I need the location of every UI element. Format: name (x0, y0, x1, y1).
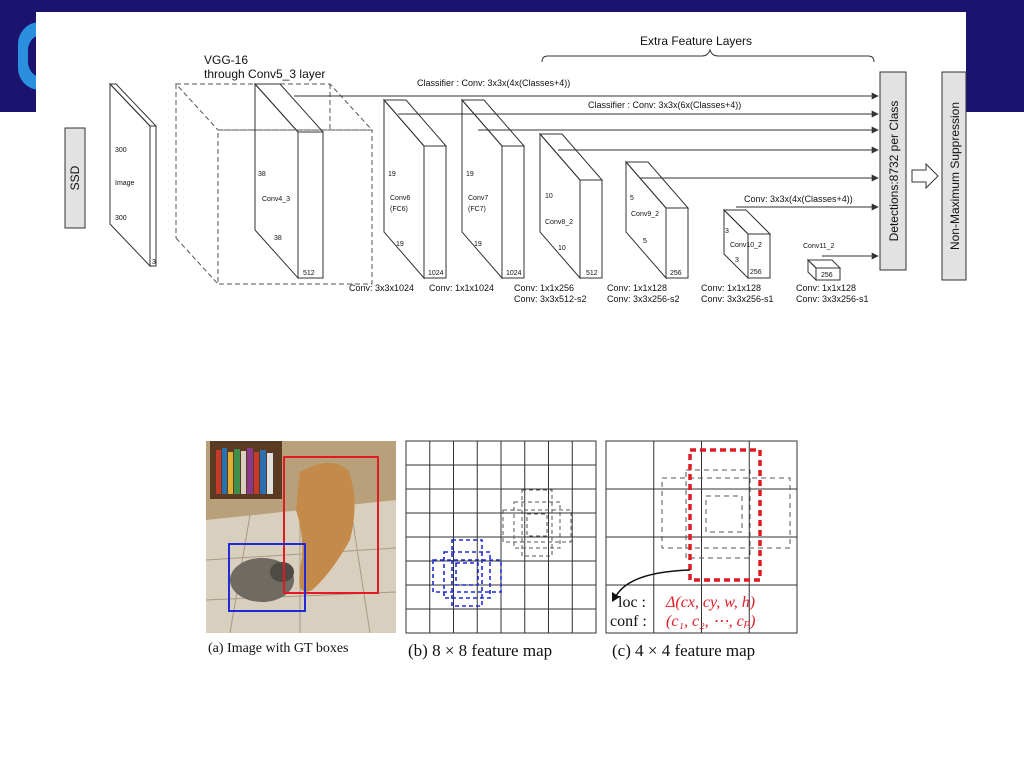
conv4-3-width: 38 (274, 235, 282, 242)
conv9-2-height: 5 (630, 195, 634, 202)
conv4-3-depth: 512 (303, 270, 315, 277)
loc-pointer-arrow-icon (616, 570, 690, 596)
classifier-label-2: Classifier : Conv: 3x3x(6x(Classes+4)) (588, 100, 742, 110)
conv8-2-depth: 512 (586, 270, 598, 277)
caption-conv6: Conv: 3x3x1024 (349, 283, 415, 293)
caption-conv8-line2: Conv: 3x3x512-s2 (514, 294, 587, 304)
conv7-depth: 1024 (506, 270, 522, 277)
conv9-2-width: 5 (643, 238, 647, 245)
detections-label: Detections:8732 per Class (887, 100, 901, 242)
vgg16-subtitle: through Conv5_3 layer (204, 67, 326, 81)
conf-label: conf : (610, 613, 647, 630)
conv11-2-label: Conv11_2 (803, 243, 835, 250)
gt-image-panel (206, 441, 396, 633)
image-height-label: 300 (115, 147, 127, 154)
nms-label: Non-Maximum Suppression (948, 101, 962, 251)
conv8-2-width: 10 (558, 245, 566, 252)
image-label: Image (115, 180, 135, 187)
caption-b: (b) 8 × 8 feature map (408, 641, 553, 660)
caption-conv11-line2: Conv: 3x3x256-s1 (796, 294, 869, 304)
conv10-2-depth: 256 (750, 269, 762, 276)
conv7-width: 19 (474, 241, 482, 248)
caption-conv7: Conv: 1x1x1024 (429, 283, 495, 293)
caption-conv11-line1: Conv: 1x1x128 (796, 283, 857, 293)
conv7-label: Conv7 (468, 195, 489, 202)
conv10-2-label: Conv10_2 (730, 242, 762, 249)
conv9-2-label: Conv9_2 (631, 211, 660, 218)
conv7-sublabel: (FC7) (468, 206, 486, 213)
caption-conv10-line2: Conv: 3x3x256-s1 (701, 294, 774, 304)
extra-feature-layers-label: Extra Feature Layers (640, 34, 753, 48)
conv6-label: Conv6 (390, 195, 411, 202)
caption-conv9-line2: Conv: 3x3x256-s2 (607, 294, 680, 304)
default-boxes-8x8-blue (433, 540, 501, 606)
loc-label: loc : (618, 594, 646, 611)
caption-c: (c) 4 × 4 feature map (612, 641, 756, 660)
default-boxes-8x8-gray (503, 490, 571, 556)
vgg16-title: VGG-16 (204, 53, 249, 67)
conv8-2-height: 10 (545, 193, 553, 200)
conv4-3-height: 38 (258, 171, 266, 178)
conv8-2-label: Conv8_2 (545, 219, 574, 226)
caption-a: (a) Image with GT boxes (208, 641, 349, 656)
caption-conv9-line1: Conv: 1x1x128 (607, 283, 668, 293)
conv6-depth: 1024 (428, 270, 444, 277)
image-width-label: 300 (115, 215, 127, 222)
conf-value: (c₁, c₂, ⋯, cₚ) (666, 613, 756, 630)
ssd-label: SSD (68, 165, 82, 191)
conv6-sublabel: (FC6) (390, 206, 408, 213)
conv9-2-depth: 256 (670, 270, 682, 277)
classifier-label-1: Classifier : Conv: 3x3x(4x(Classes+4)) (417, 78, 571, 88)
conv7-height: 19 (466, 171, 474, 178)
image-depth-label: 3 (152, 259, 156, 266)
loc-value: Δ(cx, cy, w, h) (666, 594, 756, 611)
default-boxes-4x4-gray (662, 470, 790, 558)
feature-map-8x8 (406, 441, 596, 633)
conv6-width: 19 (396, 241, 404, 248)
classifier-label-3: Conv: 3x3x(4x(Classes+4)) (744, 194, 853, 204)
caption-conv10-line1: Conv: 1x1x128 (701, 283, 762, 293)
conv10-2-width: 3 (735, 257, 739, 264)
conv11-2-depth: 256 (821, 272, 833, 279)
caption-conv8-line1: Conv: 1x1x256 (514, 283, 575, 293)
conv10-2-height: 3 (725, 228, 729, 235)
conv6-height: 19 (388, 171, 396, 178)
conv4-3-label: Conv4_3 (262, 196, 291, 203)
